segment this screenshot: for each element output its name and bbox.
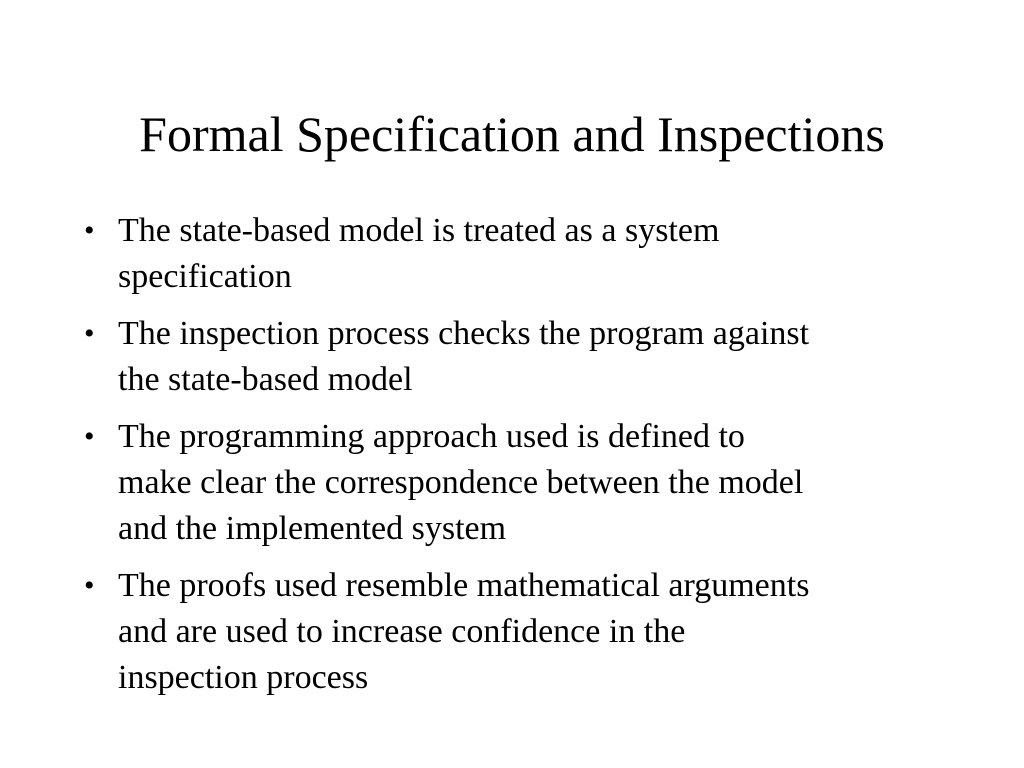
- bullet-text-line: The proofs used resemble mathematical arguments: [118, 567, 810, 604]
- bullet-list: [84, 208, 944, 712]
- bullet-icon: •: [84, 317, 95, 350]
- bullet-text-line: The inspection process checks the program against: [118, 315, 810, 352]
- bullet-text-line: the state-based model: [118, 361, 413, 398]
- bullet-text-line: inspection process: [118, 659, 369, 696]
- bullet-text-line: The programming approach used is defined to: [118, 418, 745, 455]
- bullet-item: [84, 414, 944, 552]
- bullet-text-line: make clear the correspondence between the model: [118, 464, 804, 501]
- bullet-icon: •: [84, 420, 95, 453]
- bullet-item: [84, 311, 944, 403]
- bullet-icon: •: [84, 569, 95, 602]
- bullet-text-line: The state-based model is treated as a system: [118, 212, 720, 249]
- bullet-text-line: specification: [118, 258, 292, 295]
- bullet-item: [84, 563, 944, 701]
- bullet-text-line: and the implemented system: [118, 510, 507, 547]
- bullet-icon: •: [84, 214, 95, 247]
- bullet-item: [84, 208, 944, 300]
- slide-title: Formal Specification and Inspections: [139, 106, 885, 162]
- bullet-text-line: and are used to increase confidence in the: [118, 613, 686, 650]
